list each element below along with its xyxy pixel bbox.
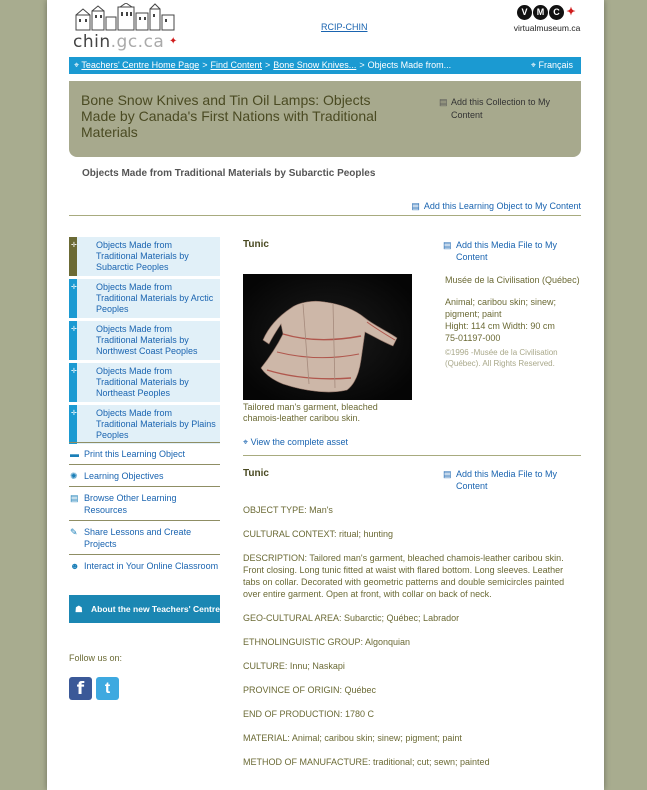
language-label: Français bbox=[538, 60, 573, 70]
online-classroom-link[interactable] bbox=[69, 554, 220, 576]
objectives-icon: ✺ bbox=[70, 471, 78, 481]
learning-objectives-label: Learning Objectives bbox=[84, 471, 164, 481]
vmc-letter-c: C bbox=[549, 5, 564, 20]
copyright-text: ©1996 -Musée de la Civilisation (Québec). All Rights Reserved. bbox=[445, 348, 558, 368]
virtual-museum-logo[interactable] bbox=[504, 5, 590, 33]
add-media-file-label: Add this Media File to My Content bbox=[456, 469, 558, 491]
breadcrumb bbox=[69, 57, 581, 74]
arrow-icon: ✛ bbox=[71, 410, 77, 417]
view-complete-asset-link[interactable] bbox=[243, 437, 348, 448]
breadcrumb-current: Objects Made from... bbox=[367, 60, 452, 70]
print-label: Print this Learning Object bbox=[84, 449, 186, 459]
sidebar-item-northwest-coast[interactable] bbox=[69, 321, 220, 360]
sidebar-item-label: Objects Made from Traditional Materials by Northwest Coast Peoples bbox=[96, 324, 198, 356]
maple-leaf-icon: ✦ bbox=[566, 6, 576, 18]
facebook-icon[interactable]: f bbox=[69, 677, 92, 700]
breadcrumb-teachers-centre[interactable]: Teachers' Centre Home Page bbox=[81, 60, 200, 70]
vmc-circles bbox=[504, 5, 590, 20]
share-lessons-label: Share Lessons and Create Projects bbox=[84, 527, 192, 549]
divider bbox=[243, 455, 581, 456]
add-media-file-label: Add this Media File to My Content bbox=[456, 240, 558, 262]
detail-row: METHOD OF MANUFACTURE: traditional; cut; sewn; painted bbox=[243, 757, 490, 767]
media-title: Tunic bbox=[243, 239, 269, 250]
page bbox=[47, 0, 604, 790]
rcip-chin-link[interactable]: RCIP-CHIN bbox=[321, 22, 368, 32]
details-title: Tunic bbox=[243, 468, 269, 479]
detail-row: OBJECT TYPE: Man's bbox=[243, 505, 333, 515]
detail-row: MATERIAL: Animal; caribou skin; sinew; pigment; paint bbox=[243, 733, 462, 743]
document-icon: ▤ bbox=[411, 201, 420, 211]
language-link[interactable] bbox=[531, 57, 573, 74]
detail-row: ETHNOLINGUISTIC GROUP: Algonquian bbox=[243, 637, 411, 647]
arrow-icon: ✛ bbox=[71, 242, 77, 249]
chevron-right-icon: ⌖ bbox=[530, 60, 539, 70]
view-complete-asset-label: View the complete asset bbox=[250, 437, 348, 447]
browse-resources-label: Browse Other Learning Resources bbox=[84, 493, 177, 515]
detail-row: GEO-CULTURAL AREA: Subarctic; Québec; Labrador bbox=[243, 613, 460, 623]
sidebar-item-label: Objects Made from Traditional Materials by Subarctic Peoples bbox=[96, 240, 189, 272]
chin-logo-main: chin bbox=[73, 32, 111, 52]
arrow-icon: ✛ bbox=[71, 326, 77, 333]
media-dimensions: Hight: 114 cm Width: 90 cm bbox=[445, 321, 555, 331]
sidebar-links bbox=[69, 442, 220, 576]
collection-title-box bbox=[69, 81, 581, 157]
chevron-right-icon: ⌖ bbox=[74, 60, 80, 70]
vmc-letter-m: M bbox=[533, 5, 548, 20]
site-header bbox=[47, 0, 604, 56]
vmc-letter-v: V bbox=[517, 5, 532, 20]
add-learning-object-link[interactable] bbox=[411, 201, 581, 212]
document-icon: ▤ bbox=[439, 97, 448, 107]
sidebar-item-northeast[interactable] bbox=[69, 363, 220, 402]
document-icon: ▤ bbox=[443, 240, 452, 250]
twitter-icon[interactable]: t bbox=[96, 677, 119, 700]
printer-icon: ▬ bbox=[70, 449, 79, 459]
breadcrumb-separator: > bbox=[265, 60, 271, 70]
tunic-photo[interactable] bbox=[243, 274, 412, 400]
about-teachers-centre-button[interactable] bbox=[69, 595, 220, 623]
chin-logo[interactable] bbox=[71, 3, 179, 51]
add-media-file-link[interactable] bbox=[443, 239, 581, 263]
detail-row: END OF PRODUCTION: 1780 C bbox=[243, 709, 375, 719]
add-media-file-link[interactable] bbox=[443, 468, 581, 492]
divider bbox=[69, 215, 581, 216]
follow-us-label: Follow us on: bbox=[69, 653, 123, 663]
sidebar-item-arctic[interactable] bbox=[69, 279, 220, 318]
print-link[interactable] bbox=[69, 442, 220, 464]
add-learning-object-label: Add this Learning Object to My Content bbox=[423, 201, 581, 211]
learning-object-title: Objects Made from Traditional Materials by Subarctic Peoples bbox=[82, 168, 376, 179]
breadcrumb-find-content[interactable]: Find Content bbox=[210, 60, 262, 70]
photo-caption: Tailored man's garment, bleached chamois-leather caribou skin. bbox=[243, 402, 378, 423]
chin-logo-domain: .gc.ca bbox=[110, 32, 165, 52]
browse-resources-link[interactable] bbox=[69, 486, 220, 520]
document-icon: ▤ bbox=[443, 469, 452, 479]
sidebar-item-label: Objects Made from Traditional Materials by Arctic Peoples bbox=[96, 282, 214, 314]
media-metadata bbox=[445, 274, 583, 369]
about-teachers-centre-label: About the new Teachers' Centre bbox=[91, 604, 220, 614]
sidebar-item-subarctic[interactable] bbox=[69, 237, 220, 276]
sidebar-item-label: Objects Made from Traditional Materials by Northeast Peoples bbox=[96, 366, 189, 398]
media-number: 75-01197-000 bbox=[445, 333, 501, 343]
breadcrumb-separator: > bbox=[359, 60, 365, 70]
add-collection-link[interactable] bbox=[439, 96, 579, 122]
online-classroom-label: Interact in Your Online Classroom bbox=[84, 561, 219, 571]
tunic-image-icon bbox=[243, 274, 412, 400]
sidebar-nav bbox=[69, 237, 220, 447]
detail-row: PROVINCE OF ORIGIN: Québec bbox=[243, 685, 377, 695]
document-icon: ▤ bbox=[70, 493, 79, 503]
chin-logo-text bbox=[73, 32, 164, 52]
breadcrumb-bone-snow-knives[interactable]: Bone Snow Knives... bbox=[273, 60, 357, 70]
detail-row: DESCRIPTION: Tailored man's garment, bleached chamois-leather caribou skin. Front closing. Long tunic fitted at waist with flared bottom. Long sleeves. Leather tabs on collar. Decorated with geometric patterns and double semicircles painted over entire garment. Open at front, with collar on back of neck. bbox=[243, 553, 565, 599]
share-lessons-link[interactable] bbox=[69, 520, 220, 554]
page-title: Bone Snow Knives and Tin Oil Lamps: Objects Made by Canada's First Nations with Traditional Materials bbox=[81, 92, 378, 140]
museum-name: Musée de la Civilisation (Québec) bbox=[445, 275, 580, 285]
chevron-right-icon: ⌖ bbox=[243, 437, 251, 447]
detail-row: CULTURE: Innu; Naskapi bbox=[243, 661, 345, 671]
teachers-centre-icon: ☗ bbox=[75, 604, 83, 614]
learning-objectives-link[interactable] bbox=[69, 464, 220, 486]
vmc-text: virtualmuseum.ca bbox=[513, 23, 581, 33]
sidebar-item-label: Objects Made from Traditional Materials by Plains Peoples bbox=[96, 408, 216, 440]
detail-row: CULTURAL CONTEXT: ritual; hunting bbox=[243, 529, 394, 539]
buildings-icon bbox=[75, 3, 175, 31]
media-materials: Animal; caribou skin; sinew; pigment; paint bbox=[445, 297, 557, 319]
arrow-icon: ✛ bbox=[71, 368, 77, 375]
pencil-icon: ✎ bbox=[70, 527, 78, 537]
maple-leaf-icon: ✦ bbox=[169, 36, 178, 47]
breadcrumb-separator: > bbox=[202, 60, 208, 70]
sidebar-item-plains[interactable] bbox=[69, 405, 220, 444]
object-details bbox=[243, 504, 579, 780]
add-collection-label: Add this Collection to My Content bbox=[451, 97, 551, 120]
people-icon: ☻ bbox=[70, 561, 80, 571]
arrow-icon: ✛ bbox=[71, 284, 77, 291]
